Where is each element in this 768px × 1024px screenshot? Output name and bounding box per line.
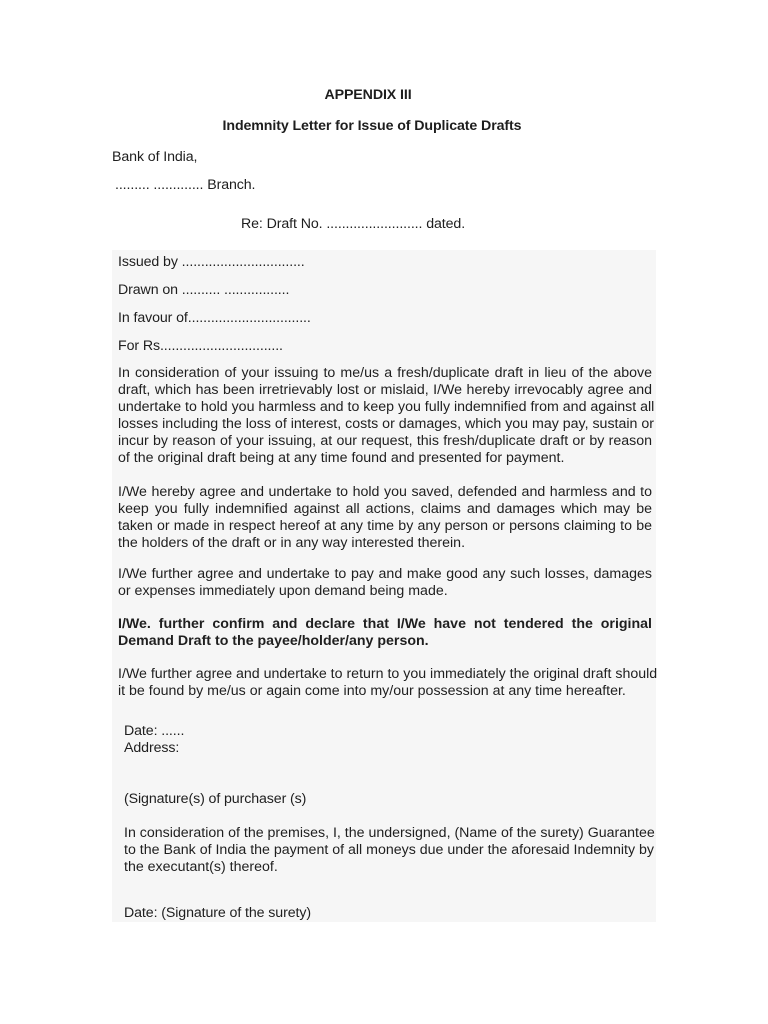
indemnity-paragraph-2 — [118, 484, 652, 552]
bank-name: Bank of India, — [112, 149, 198, 165]
paragraph-line: In consideration of the premises, I, the undersigned, (Name of the surety) Guarantee — [124, 825, 655, 841]
issued-by-field: Issued by ................................ — [118, 254, 305, 270]
indemnity-paragraph-3 — [118, 566, 652, 600]
paragraph-line: Demand Draft to the payee/holder/any person. — [118, 633, 429, 649]
paragraph-line: I/We. further confirm and declare that I/We have not tendered the original — [118, 616, 652, 632]
appendix-heading: APPENDIX III — [324, 87, 412, 103]
paragraph-line: or expenses immediately upon demand being made. — [118, 583, 448, 599]
paragraph-line: In consideration of your issuing to me/us a fresh/duplicate draft in lieu of the above — [118, 365, 652, 381]
branch-line: ......... ............. Branch. — [115, 177, 256, 193]
purchaser-signature-line: (Signature(s) of purchaser (s) — [124, 791, 307, 807]
paragraph-line: of the original draft being at any time found and presented for payment. — [118, 450, 565, 466]
paragraph-line: I/We further agree and undertake to pay and make good any such losses, damages — [118, 566, 652, 582]
paragraph-line: I/We further agree and undertake to return to you immediately the original draft should — [118, 666, 658, 682]
declaration-paragraph — [118, 616, 652, 650]
in-favour-of-field: In favour of................................ — [118, 310, 311, 326]
indemnity-paragraph-1 — [118, 365, 655, 467]
draft-reference: Re: Draft No. ......................... dated. — [241, 216, 466, 232]
date-line: Date: ...... — [124, 723, 185, 739]
paragraph-line: it be found by me/us or again come into my/our possession at any time hereafter. — [118, 683, 626, 699]
paragraph-line: keep you fully indemnified against all actions, claims and damages which may be — [118, 501, 652, 517]
paragraph-line: I/We hereby agree and undertake to hold you saved, defended and harmless and to — [118, 484, 652, 500]
paragraph-line: the executant(s) thereof. — [124, 859, 278, 875]
drawn-on-field: Drawn on .......... ................. — [118, 282, 290, 298]
surety-signature-line: Date: (Signature of the surety) — [124, 905, 311, 921]
paragraph-line: incur by reason of your issuing, at our request, this fresh/duplicate draft or by reason — [118, 433, 652, 449]
paragraph-line: the holders of the draft or in any way interested therein. — [118, 535, 466, 551]
paragraph-line: to the Bank of India the payment of all moneys due under the aforesaid Indemnity by — [124, 842, 654, 858]
amount-field: For Rs................................ — [118, 338, 283, 354]
surety-paragraph — [124, 825, 653, 876]
paragraph-line: taken or made in respect hereof at any time by any person or persons claiming to be — [118, 518, 652, 534]
document-title: Indemnity Letter for Issue of Duplicate Drafts — [222, 118, 522, 134]
address-line: Address: — [124, 740, 180, 756]
paragraph-line: undertake to hold you harmless and to keep you fully indemnified from and against all — [118, 399, 655, 415]
paragraph-line: draft, which has been irretrievably lost or mislaid, I/We hereby irrevocably agree and — [118, 382, 652, 398]
return-draft-paragraph — [118, 666, 658, 700]
paragraph-line: losses including the loss of interest, costs or damages, which you may pay, sustain or — [118, 416, 654, 432]
